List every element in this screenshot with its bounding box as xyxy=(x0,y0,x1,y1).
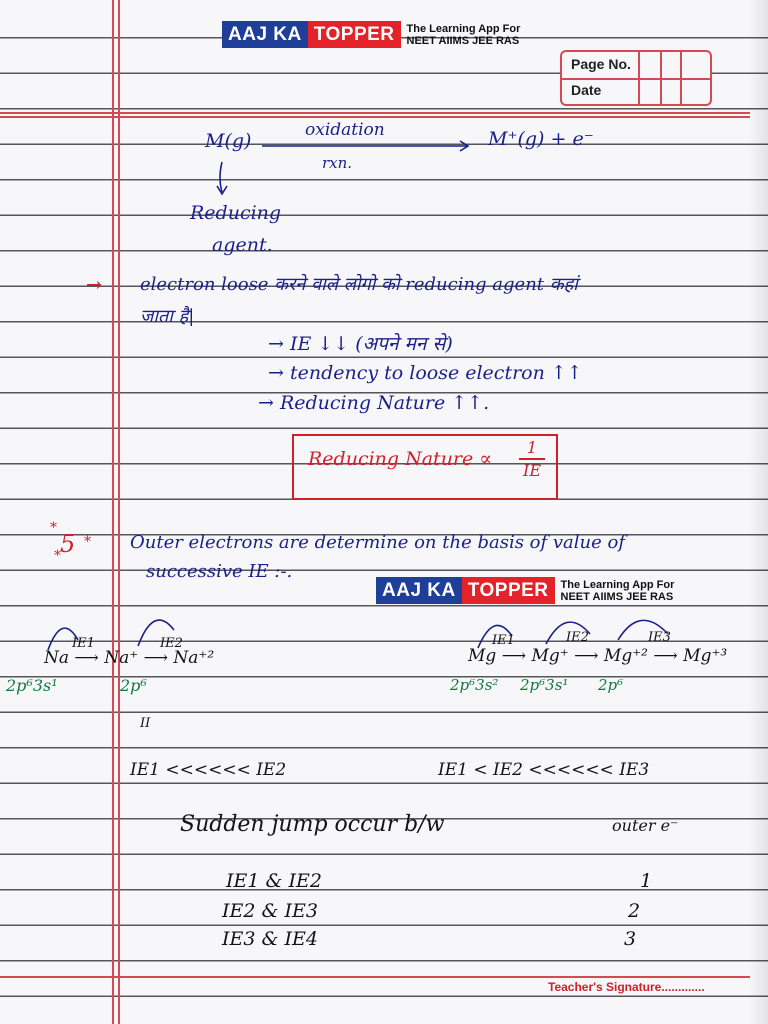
mg-ie2-label: IE2 xyxy=(566,630,589,645)
eq-under-arrow: rxn. xyxy=(322,154,353,172)
inverse-ie-fraction xyxy=(519,438,545,480)
eq-over-arrow: oxidation xyxy=(305,120,385,140)
eq-right: M⁺(g) + e⁻ xyxy=(488,128,594,150)
brand-logo xyxy=(376,577,555,604)
teacher-signature: Teacher's Signature............. xyxy=(548,980,705,994)
eq-left: M(g) xyxy=(205,130,252,152)
mg-ie3-label: IE3 xyxy=(648,630,671,645)
page-no-label: Page No. xyxy=(571,56,631,72)
brand-tagline xyxy=(561,579,675,603)
definition-line1: electron loose करने वाले लोगो को reducing agent कहां xyxy=(140,274,578,295)
star-mark: * xyxy=(50,520,57,536)
na-ie2-label: IE2 xyxy=(160,636,183,651)
star-mark: * xyxy=(84,534,91,550)
brand-watermark xyxy=(376,577,674,604)
date-label: Date xyxy=(571,82,602,98)
fraction-numerator: 1 xyxy=(526,438,538,457)
brand-logo-part2: TOPPER xyxy=(462,577,555,604)
na-ionization-sequence: Na ⟶ Na⁺ ⟶ Na⁺² xyxy=(44,648,215,668)
na-ie-comparison: IE1 <<<<<< IE2 xyxy=(130,760,287,780)
outer-electron-count-2: 2 xyxy=(628,900,641,922)
agent-label: agent. xyxy=(212,234,273,256)
outer-electron-count-3: 3 xyxy=(624,928,637,950)
outer-electrons-line1: Outer electrons are determine on the basis of value of xyxy=(130,532,625,553)
point-reducing-nature: → Reducing Nature ↑↑. xyxy=(258,392,490,414)
mg-config-1: 2p⁶3s² xyxy=(450,676,499,694)
ie-pair-row-2: IE2 & IE3 xyxy=(222,900,318,922)
brand-logo-part1: AAJ KA xyxy=(222,21,308,48)
mg-config-3: 2p⁶ xyxy=(598,676,624,694)
outer-electron-heading: outer e⁻ xyxy=(612,816,679,835)
outer-electrons-line2: successive IE :-. xyxy=(146,561,293,582)
definition-line2: जाता है| xyxy=(140,306,195,327)
bullet-arrow: → xyxy=(86,274,102,296)
pause-mark: II xyxy=(140,716,151,731)
mg-ie-comparison: IE1 < IE2 <<<<<< IE3 xyxy=(438,760,650,780)
reducing-nature-text: Reducing Nature ∝ xyxy=(308,448,493,470)
point-number-5: 5 xyxy=(60,530,76,558)
ie-pair-row-1: IE1 & IE2 xyxy=(226,870,322,892)
mg-ie1-label: IE1 xyxy=(492,633,515,648)
mg-ionization-sequence: Mg ⟶ Mg⁺ ⟶ Mg⁺² ⟶ Mg⁺³ xyxy=(468,646,728,666)
outer-electron-count-1: 1 xyxy=(640,870,653,892)
ie-pair-row-3: IE3 & IE4 xyxy=(222,928,318,950)
brand-tagline-line2: NEET AIIMS JEE RAS xyxy=(406,34,520,47)
sudden-jump-heading: Sudden jump occur b/w xyxy=(180,812,445,837)
point-tendency: → tendency to loose electron ↑↑ xyxy=(268,362,583,384)
brand-tagline-line2: NEET AIIMS JEE RAS xyxy=(560,590,674,603)
brand-tagline-line1: The Learning App For xyxy=(406,22,521,35)
brand-logo-part1: AAJ KA xyxy=(376,577,462,604)
point-ie-low: → IE ↓↓ (अपने मन से) xyxy=(268,333,453,355)
na-config-2: 2p⁶ xyxy=(120,676,147,695)
star-mark: * xyxy=(54,548,61,564)
mg-config-2: 2p⁶3s¹ xyxy=(520,676,569,694)
brand-tagline-line1: The Learning App For xyxy=(560,578,675,591)
fraction-denominator: IE xyxy=(523,461,541,480)
na-config-1: 2p⁶3s¹ xyxy=(6,676,58,695)
down-arrow xyxy=(220,162,222,192)
fraction-bar xyxy=(519,458,545,460)
na-ie1-label: IE1 xyxy=(72,636,95,651)
brand-logo-part2: TOPPER xyxy=(308,21,401,48)
reducing-label: Reducing xyxy=(190,202,282,224)
